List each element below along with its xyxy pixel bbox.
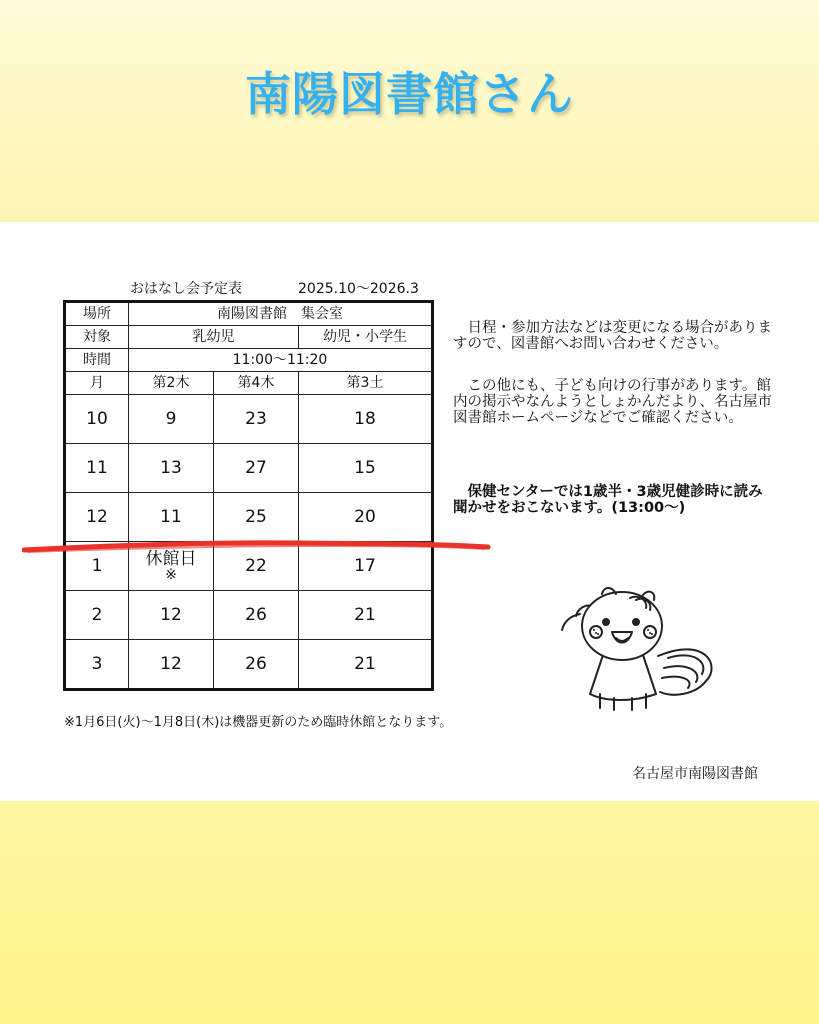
month-cell: 3 [65,640,129,690]
place-value: 南陽図書館 集会室 [129,302,433,326]
closed-mark: ※ [165,566,177,583]
col-4th-thu: 第4木 [214,372,299,395]
table-header-row [65,372,433,395]
target-child: 幼児・小学生 [299,326,433,349]
target-infant: 乳幼児 [129,326,299,349]
date-cell: 22 [214,542,299,591]
schedule-table [63,300,434,691]
date-cell: 17 [299,542,433,591]
info-paragraph-3: 保健センターでは1歳半・3歳児健診時に読み聞かせをおこないます。(13:00～) [453,484,763,516]
date-cell: 11 [129,493,214,542]
date-cell: 26 [214,591,299,640]
table-row [65,326,433,349]
date-cell: 26 [214,640,299,690]
table-row [65,640,433,690]
date-cell: 9 [129,395,214,444]
date-cell: 12 [129,591,214,640]
time-label: 時間 [65,349,129,372]
table-row [65,395,433,444]
date-cell: 21 [299,591,433,640]
time-value: 11:00～11:20 [129,349,433,372]
month-cell: 2 [65,591,129,640]
target-label: 対象 [65,326,129,349]
date-cell: 20 [299,493,433,542]
col-2nd-thu: 第2木 [129,372,214,395]
schedule-title: おはなし会予定表 [130,281,242,297]
date-cell: 18 [299,395,433,444]
date-cell: 13 [129,444,214,493]
info-paragraph-2: この他にも、子ども向けの行事があります。館内の掲示やなんようとしょかんだより、名古屋市図書館ホームページなどでご確認ください。 [453,378,772,426]
month-cell: 10 [65,395,129,444]
table-row [65,302,433,326]
page-title: 南陽図書館さん [245,67,574,121]
red-marker-line [22,538,492,558]
mascot-illustration [556,586,726,716]
col-month: 月 [65,372,129,395]
month-cell: 11 [65,444,129,493]
date-cell: 27 [214,444,299,493]
table-row [65,444,433,493]
date-cell: 12 [129,640,214,690]
info-paragraph-1: 日程・参加方法などは変更になる場合がありますので、図書館へお問い合わせください。 [453,320,772,352]
table-row [65,591,433,640]
col-3rd-sat: 第3土 [299,372,433,395]
closure-footnote: ※1月6日(火)～1月8日(木)は機器更新のため臨時休館となります。 [64,715,453,730]
schedule-period: 2025.10～2026.3 [298,281,419,297]
closed-label: 休館日 [145,548,197,569]
month-cell: 1 [65,542,129,591]
header-banner [0,0,819,222]
date-cell: 23 [214,395,299,444]
table-row [65,493,433,542]
date-cell: 25 [214,493,299,542]
table-row [65,349,433,372]
date-cell: 21 [299,640,433,690]
month-cell: 12 [65,493,129,542]
place-label: 場所 [65,302,129,326]
organization-name: 名古屋市南陽図書館 [632,766,758,782]
date-cell: 15 [299,444,433,493]
